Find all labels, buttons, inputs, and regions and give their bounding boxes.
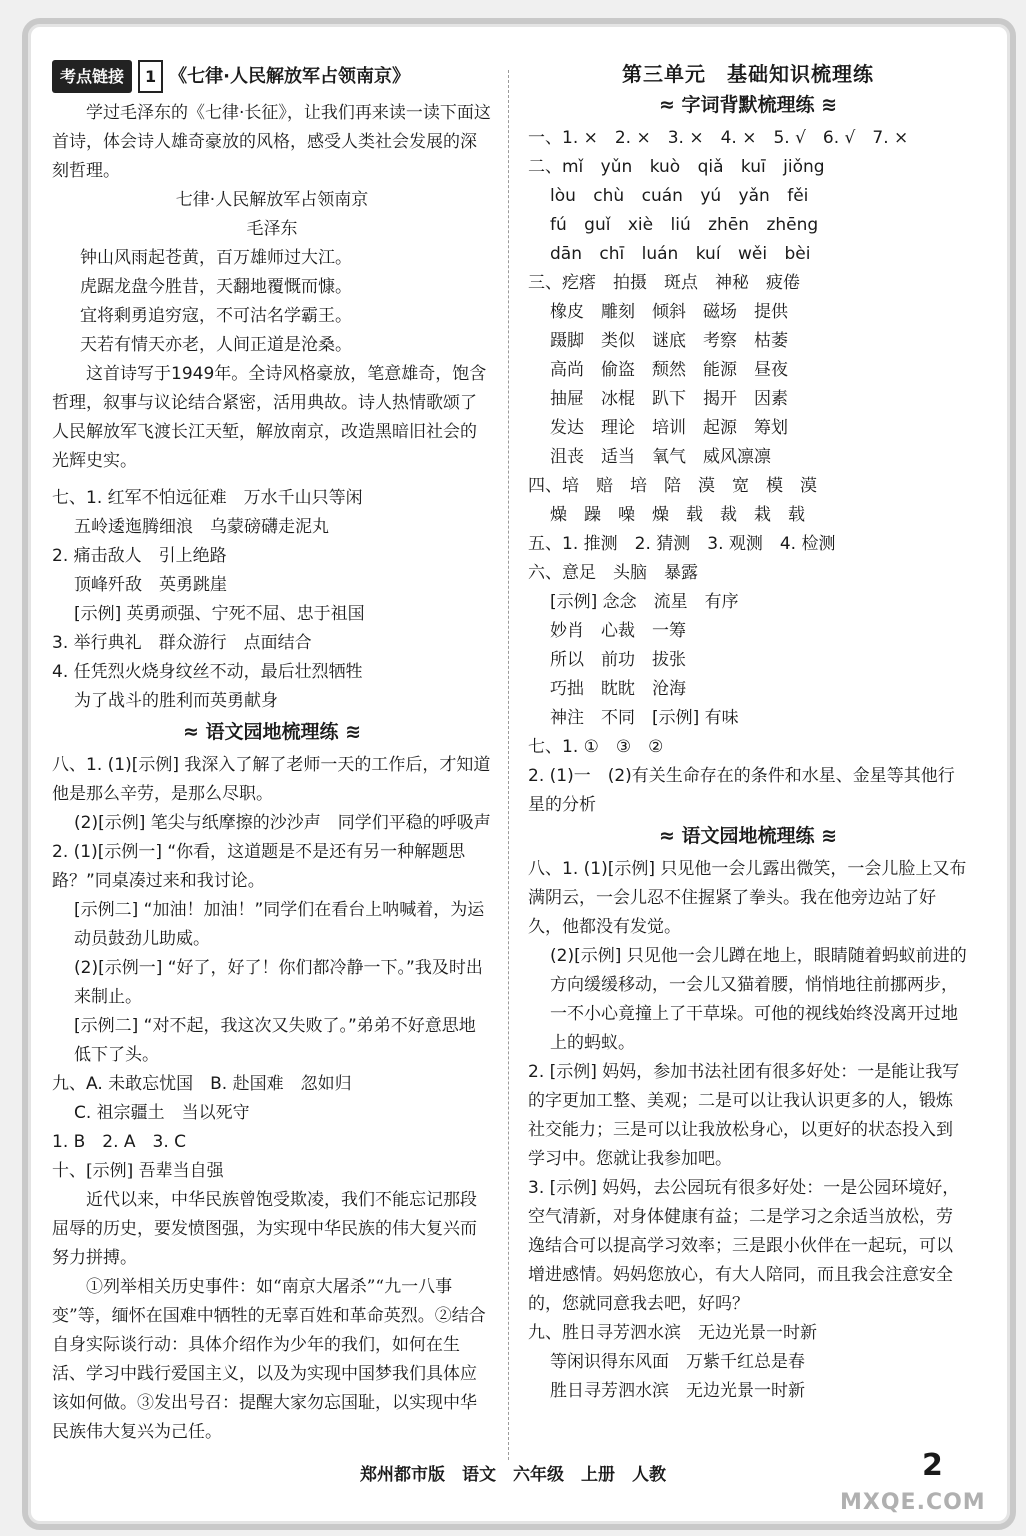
poem-line: 虎踞龙盘今胜昔，天翻地覆慨而慷。 bbox=[80, 277, 352, 297]
q8-line: 2. (1)[示例一] “你看，这道题是不是还有另一种解题思路？”同桌凑过来和我讨论。 bbox=[52, 842, 466, 891]
word-row: 橡皮 雕刻 倾斜 磁场 提供 bbox=[550, 302, 788, 322]
poem-line: 宜将剩勇追穷寇，不可沽名学霸王。 bbox=[80, 306, 352, 326]
q7-line: [示例] 英勇顽强、宁死不屈、忠于祖国 bbox=[74, 604, 365, 624]
pinyin-row: fú guǐ xiè liú zhēn zhēng bbox=[550, 215, 819, 235]
link-number: 1 bbox=[138, 60, 163, 93]
q7-line: 七、1. 红军不怕远征难 万水千山只等闲 bbox=[52, 488, 363, 508]
q8-right-line: 八、1. (1)[示例] 只见他一会儿露出微笑，一会儿脸上又布满阴云，一会儿忍不住握紧了拳头。我在他旁边站了好久，他都没有发觉。 bbox=[528, 859, 967, 937]
left-column bbox=[52, 60, 492, 1447]
link-title: 《七律·人民解放军占领南京》 bbox=[169, 66, 410, 87]
q4-line: 燥 躁 噪 燥 载 裁 栽 载 bbox=[550, 505, 805, 525]
q9-right-line: 九、胜日寻芳泗水滨 无边光景一时新 bbox=[528, 1323, 817, 1343]
pinyin-row: lòu chù cuán yú yǎn fěi bbox=[550, 186, 809, 206]
q7-line: 五岭逶迤腾细浪 乌蒙磅礴走泥丸 bbox=[74, 517, 329, 537]
word-row: 疙瘩 拍摄 斑点 神秘 疲倦 bbox=[562, 273, 800, 293]
page-number: 2 bbox=[922, 1448, 943, 1483]
pinyin-row: dān chī luán kuí wěi bèi bbox=[550, 244, 811, 264]
q6-line: [示例] 念念 流星 有序 bbox=[550, 592, 739, 612]
q3-label: 三、 bbox=[528, 273, 562, 293]
word-row: 蹑脚 类似 谜底 考察 枯萎 bbox=[550, 331, 788, 351]
unit-title: 第三单元 基础知识梳理练 bbox=[622, 62, 874, 86]
right-column bbox=[528, 60, 968, 1406]
q8-line: 八、1. (1)[示例] 我深入了解了老师一天的工作后，才知道他是那么辛劳，是那么尽职。 bbox=[52, 755, 491, 804]
q8-right-line: 2. [示例] 妈妈，参加书法社团有很多好处：一是能让我写的字更加工整、美观；二是可以让我认识更多的人，锻炼社交能力；三是可以让我放松身心，以更好的状态投入到学习中。您就让我参加吧。 bbox=[528, 1062, 960, 1169]
q10-head: 十、[示例] 吾辈当自强 bbox=[52, 1161, 224, 1181]
poem-title: 七律·人民解放军占领南京 bbox=[175, 190, 369, 210]
word-row: 抽屉 冰棍 趴下 揭开 因素 bbox=[550, 389, 788, 409]
q6-line: 妙肖 心裁 一筹 bbox=[550, 621, 686, 641]
q6-line: 神注 不同 [示例] 有味 bbox=[550, 708, 739, 728]
poem-line: 天若有情天亦老，人间正道是沧桑。 bbox=[80, 335, 352, 355]
q7-line: 2. 痛击敌人 引上绝路 bbox=[52, 546, 227, 566]
q8-line: [示例二] “对不起，我这次又失败了。”弟弟不好意思地低下了头。 bbox=[74, 1016, 476, 1065]
q7-line: 3. 举行典礼 群众游行 点面结合 bbox=[52, 633, 312, 653]
pinyin-row: mǐ yǔn kuò qiǎ kuī jiǒng bbox=[562, 157, 825, 177]
q2-label: 二、 bbox=[528, 157, 562, 177]
q8-right-line: 3. [示例] 妈妈，去公园玩有很多好处：一是公园环境好，空气清新，对身体健康有益；二是学习之余适当放松，劳逸结合可以提高学习效率；三是跟小伙伴在一起玩，可以增进感情。妈妈您放心，有大人陪同，而且我会注意安全的，您就同意我去吧，好吗？ bbox=[528, 1178, 960, 1314]
q7-line: 为了战斗的胜利而英勇献身 bbox=[74, 691, 278, 711]
q7-line: 4. 任凭烈火烧身纹丝不动，最后壮烈牺牲 bbox=[52, 662, 363, 682]
intro-text: 学过毛泽东的《七律·长征》，让我们再来读一读下面这首诗，体会诗人雄奇豪放的风格，感受人类社会发展的深刻哲理。 bbox=[52, 103, 491, 181]
link-header bbox=[52, 60, 492, 93]
q8-line: [示例二] “加油！加油！”同学们在看台上呐喊着，为运动员鼓劲儿助威。 bbox=[74, 900, 485, 949]
column-divider bbox=[508, 70, 509, 1460]
poem-author: 毛泽东 bbox=[246, 219, 298, 239]
poem-line: 钟山风雨起苍黄，百万雄师过大江。 bbox=[80, 248, 352, 268]
q6-line: 所以 前功 拔张 bbox=[550, 650, 686, 670]
q10-note: ①列举相关历史事件：如“南京大屠杀”“九一八事变”等，缅怀在国难中牺牲的无辜百姓和革命英烈。②结合自身实际谈行动：具体介绍作为少年的我们，如何在生活、学习中践行爱国主义，以及为实现中国梦我们具体应该如何做。③发出号召：提醒大家勿忘国耻，以实现中华民族伟大复兴为己任。 bbox=[52, 1277, 486, 1442]
word-row: 沮丧 适当 氧气 威风凛凛 bbox=[550, 447, 771, 467]
q8-right-line: (2)[示例] 只见他一会儿蹲在地上，眼睛随着蚂蚁前进的方向缓缓移动，一会儿又猫着腰，悄悄地往前挪两步，一不小心竟撞上了干草垛。可他的视线始终没离开过地上的蚂蚁。 bbox=[550, 946, 967, 1053]
q10-body: 近代以来，中华民族曾饱受欺凌，我们不能忘记那段屈辱的历史，要发愤图强，为实现中华民族的伟大复兴而努力拼搏。 bbox=[52, 1190, 477, 1268]
poem-note: 这首诗写于1949年。全诗风格豪放，笔意雄奇，饱含哲理，叙事与议论结合紧密，活用典故。诗人热情歌颂了人民解放军飞渡长江天堑，解放南京，改造黑暗旧社会的光辉史实。 bbox=[52, 364, 487, 471]
q9-line: 九、A. 未敢忘忧国 B. 赴国难 忽如归 bbox=[52, 1074, 352, 1094]
q9-line: C. 祖宗疆土 当以死守 bbox=[74, 1103, 250, 1123]
watermark-logo: MXQE.COM bbox=[840, 1490, 986, 1515]
q7-line: 顶峰歼敌 英勇跳崖 bbox=[74, 575, 227, 595]
q9-right-line: 等闲识得东风面 万紫千红总是春 bbox=[550, 1352, 805, 1372]
garden-title-right: ≈ 语文园地梳理练 ≋ bbox=[658, 825, 838, 847]
q9-line: 1. B 2. A 3. C bbox=[52, 1132, 187, 1152]
q7-right-line: 2. (1)一 (2)有关生命存在的条件和水星、金星等其他行星的分析 bbox=[528, 766, 955, 815]
garden-title-left: ≈ 语文园地梳理练 ≋ bbox=[182, 721, 362, 743]
q9-right-line: 胜日寻芳泗水滨 无边光景一时新 bbox=[550, 1381, 805, 1401]
q8-line: (2)[示例一] “好了，好了！你们都冷静一下。”我及时出来制止。 bbox=[74, 958, 483, 1007]
word-row: 高尚 偷盗 颓然 能源 昼夜 bbox=[550, 360, 788, 380]
q8-line: (2)[示例] 笔尖与纸摩擦的沙沙声 同学们平稳的呼吸声 bbox=[74, 813, 491, 833]
q6-line: 巧拙 眈眈 沧海 bbox=[550, 679, 686, 699]
link-badge: 考点链接 bbox=[52, 60, 132, 93]
footer-text: 郑州都市版 语文 六年级 上册 人教 bbox=[360, 1465, 666, 1485]
q4-line: 四、培 赔 培 陪 漠 宽 模 漠 bbox=[528, 476, 817, 496]
q5-line: 五、1. 推测 2. 猜测 3. 观测 4. 检测 bbox=[528, 534, 836, 554]
words-title: ≈ 字词背默梳理练 ≋ bbox=[658, 94, 838, 116]
word-row: 发达 理论 培训 起源 筹划 bbox=[550, 418, 788, 438]
q1-line: 一、1. × 2. × 3. × 4. × 5. √ 6. √ 7. × bbox=[528, 128, 909, 148]
q7-right-line: 七、1. ① ③ ② bbox=[528, 737, 664, 757]
q6-line: 六、意足 头脑 暴露 bbox=[528, 563, 698, 583]
